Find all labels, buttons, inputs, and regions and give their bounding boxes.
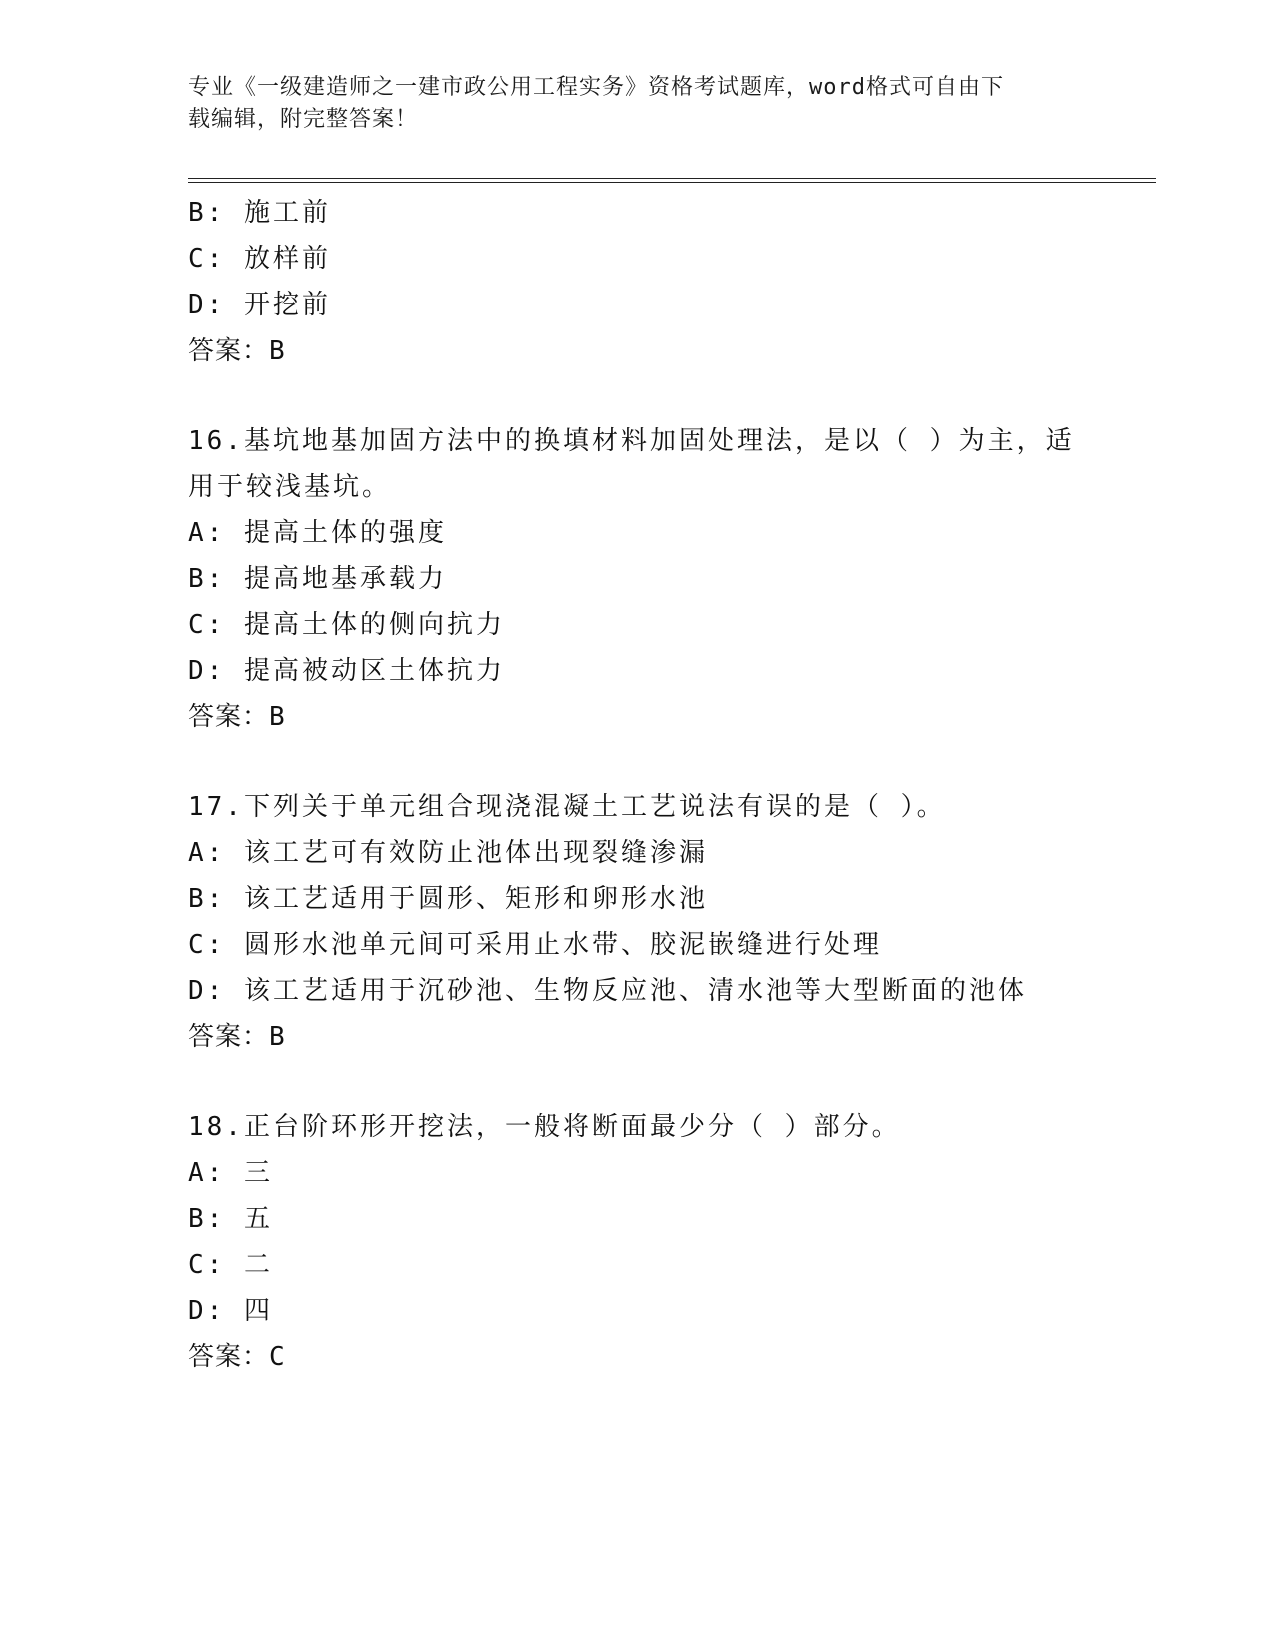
header-line-1: 专业《一级建造师之一建市政公用工程实务》资格考试题库，word格式可自由下 [188, 75, 1004, 100]
option-d: D: 该工艺适用于沉砂池、生物反应池、清水池等大型断面的池体 [188, 976, 1027, 1006]
question-text: 16.基坑地基加固方法中的换填材料加固处理法，是以（ ）为主，适 [188, 426, 1075, 456]
option-b: B: 五 [188, 1204, 273, 1234]
option-b: B: 该工艺适用于圆形、矩形和卵形水池 [188, 884, 708, 914]
option-d: D: 四 [188, 1296, 273, 1326]
document-header [188, 72, 1068, 136]
option-c: C: 提高土体的侧向抗力 [188, 610, 505, 640]
option-c: C: 圆形水池单元间可采用止水带、胶泥嵌缝进行处理 [188, 930, 882, 960]
answer: 答案：C [188, 1342, 286, 1372]
option-a: A: 该工艺可有效防止池体出现裂缝渗漏 [188, 838, 708, 868]
option-a: A: 提高土体的强度 [188, 518, 447, 548]
question-17 [188, 784, 1088, 1060]
question-15 [188, 190, 1088, 374]
option-c: C: 放样前 [188, 244, 331, 274]
answer: 答案：B [188, 336, 286, 366]
option-b: B: 施工前 [188, 198, 331, 228]
answer: 答案：B [188, 702, 286, 732]
option-d: D: 提高被动区土体抗力 [188, 656, 505, 686]
option-c: C: 二 [188, 1250, 273, 1280]
question-18 [188, 1104, 1088, 1380]
answer: 答案：B [188, 1022, 286, 1052]
question-list [188, 190, 1088, 1380]
question-text: 17.下列关于单元组合现浇混凝土工艺说法有误的是（ ）。 [188, 792, 946, 822]
option-b: B: 提高地基承载力 [188, 564, 447, 594]
header-divider [188, 178, 1156, 183]
option-a: A: 三 [188, 1158, 273, 1188]
header-line-2: 载编辑，附完整答案！ [188, 107, 419, 132]
question-text-continued: 用于较浅基坑。 [188, 472, 392, 502]
question-text: 18.正台阶环形开挖法，一般将断面最少分（ ）部分。 [188, 1112, 901, 1142]
question-16 [188, 418, 1088, 740]
option-d: D: 开挖前 [188, 290, 331, 320]
